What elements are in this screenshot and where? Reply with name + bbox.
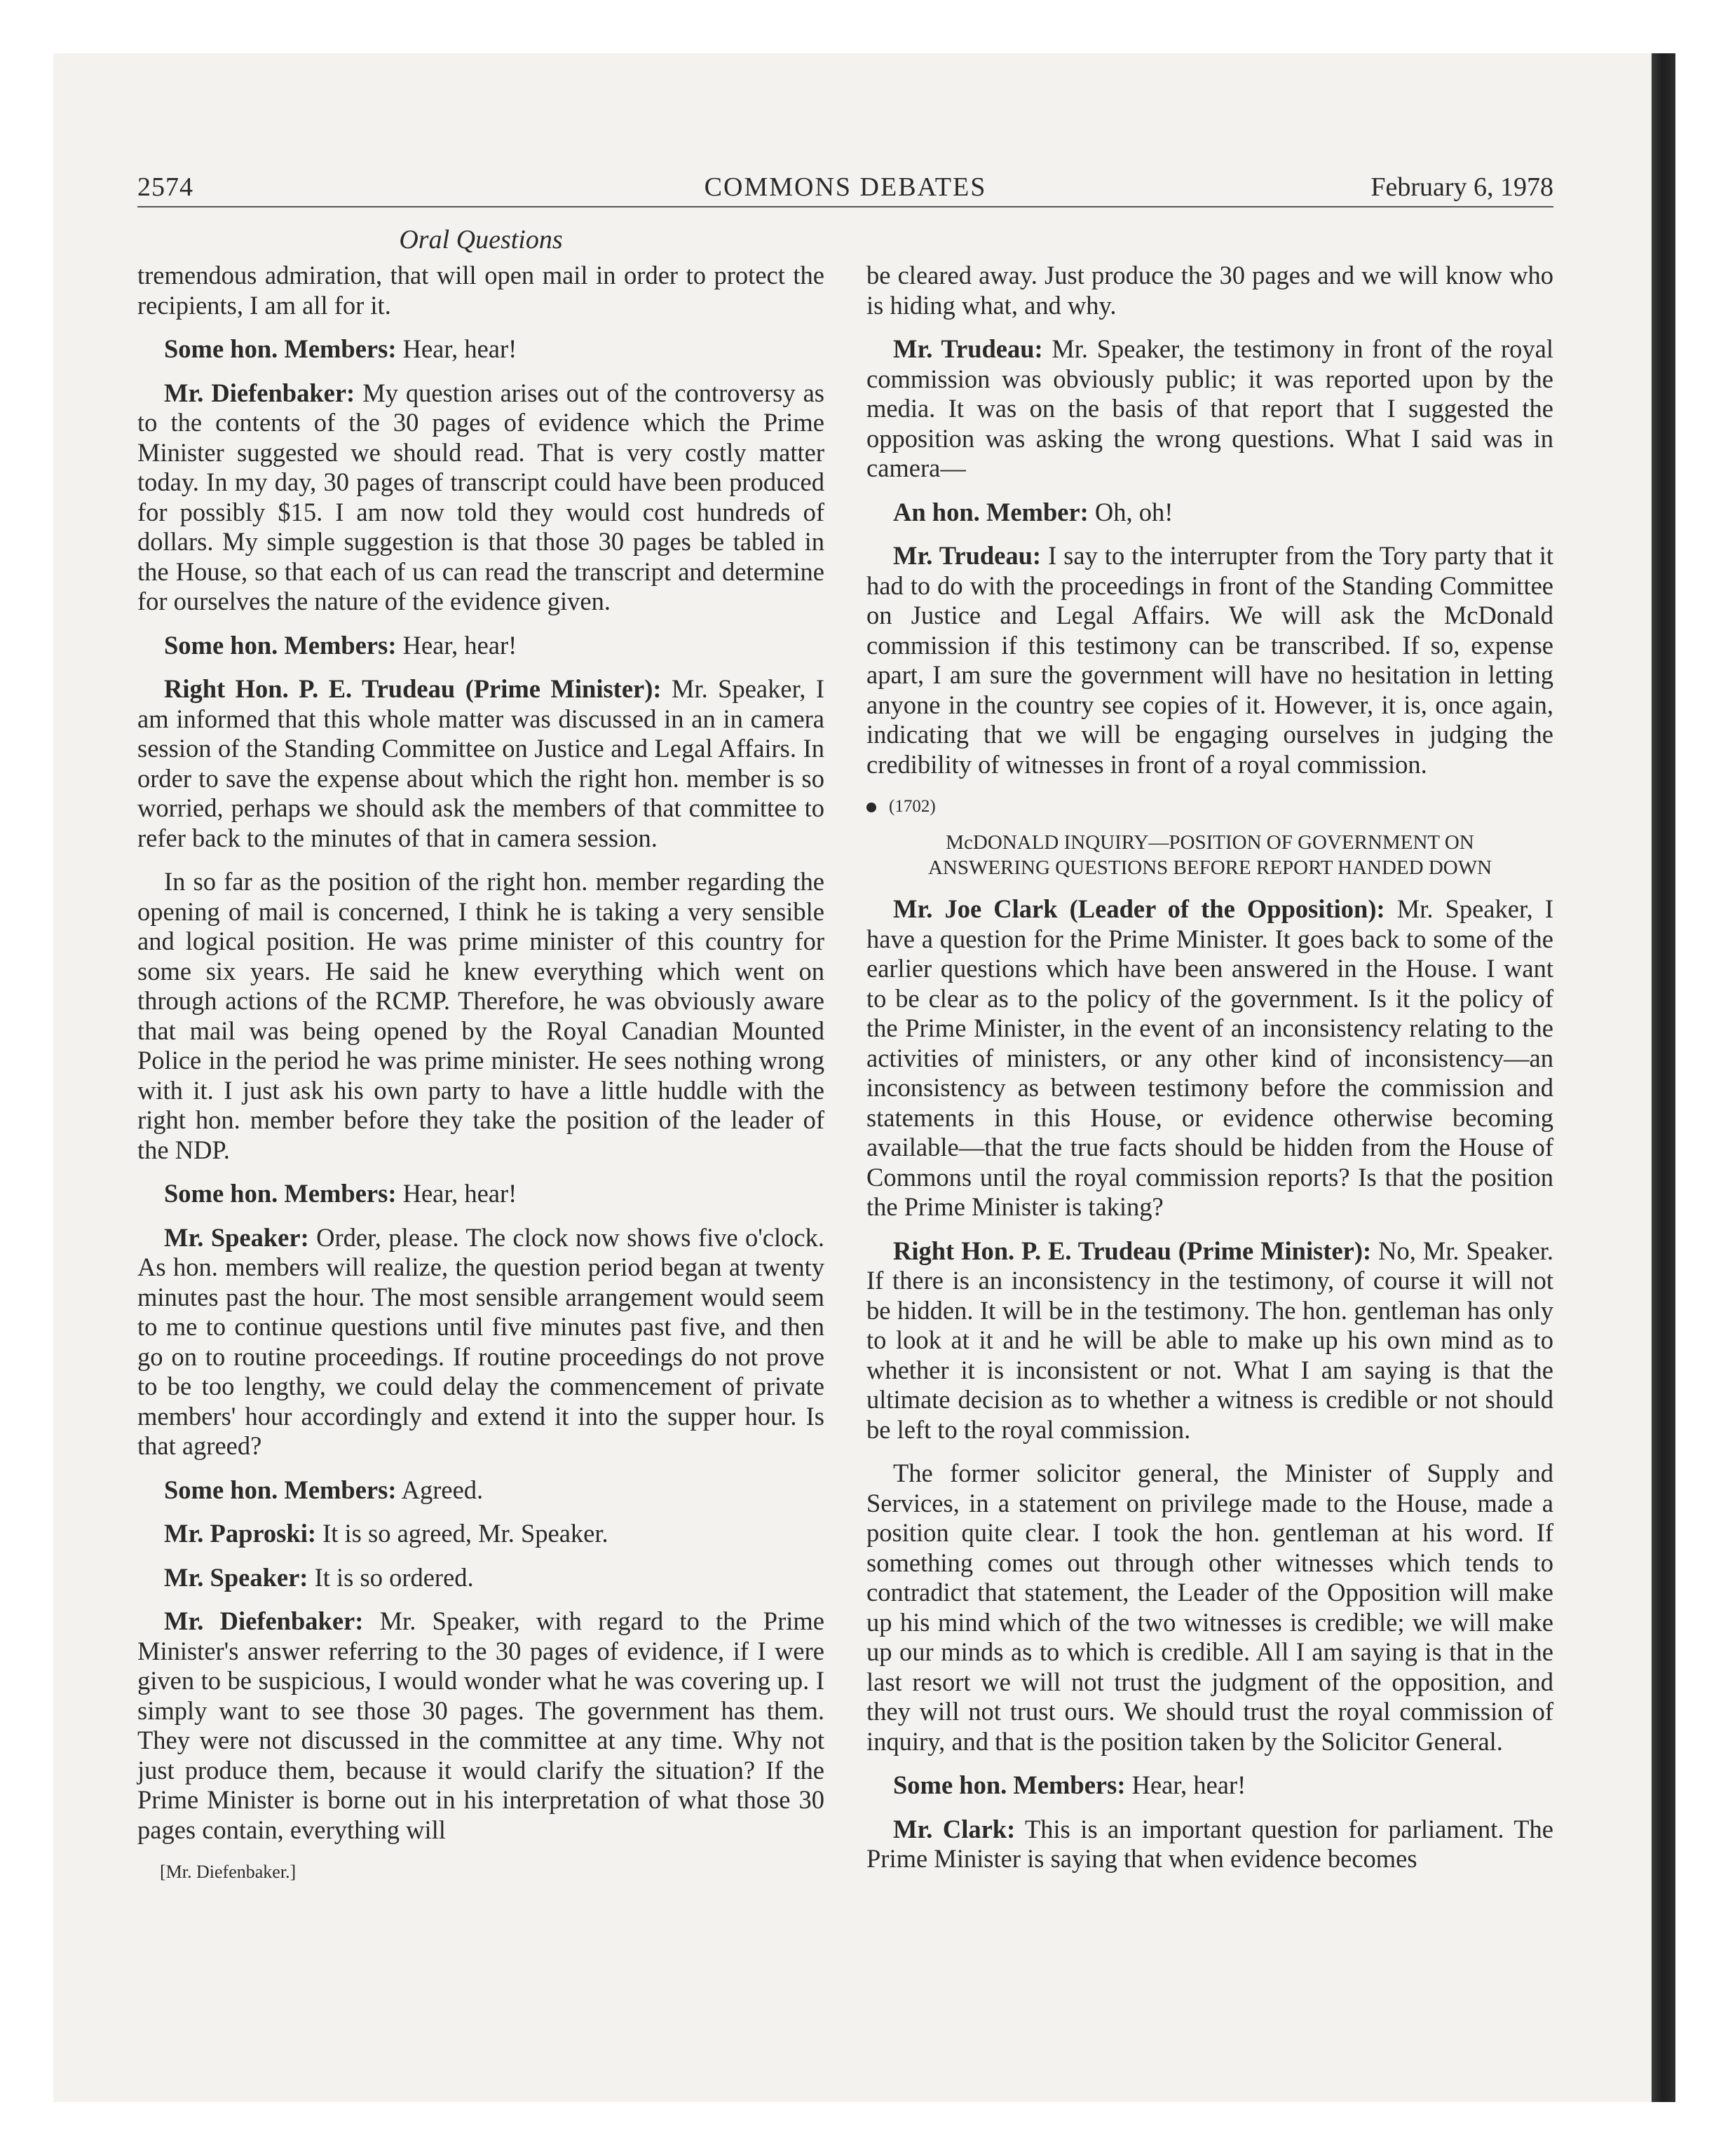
scan-border-top: [0, 0, 1735, 53]
speech-text: In so far as the position of the right hon. member regarding the opening of mail is concerned, I think he is taking a very sensible and logical position. He was prime minister of this country for some six years. He said he knew everything which went on through actions of the RCMP. Therefore, he was obviously aware that mail was being opened by the Royal Canadian Mounted Police in the period he was prime minister. He sees nothing wrong with it. I just ask his own party to have a little huddle with the right hon. member before they take the position of the leader of the NDP.: [137, 867, 824, 1164]
running-title: COMMONS DEBATES: [704, 172, 987, 202]
subheading-line-2: ANSWERING QUESTIONS BEFORE REPORT HANDED DOWN: [927, 857, 1492, 879]
section-title: Oral Questions: [399, 225, 563, 254]
speech-text: My question arises out of the controversy as to the contents of the 30 pages of evidence which the Prime Minister suggested we should read. That is very costly matter today. In my day, 30 pages of transcript could have been produced for possibly $15. I am now told they would cost hundreds of dollars. My simple suggestion is that those 30 pages be tabled in the House, so that each of us can read the transcript and determine for ourselves the nature of the evidence given.: [137, 378, 825, 615]
subheading-line-1: McDONALD INQUIRY—POSITION OF GOVERNMENT ON: [946, 831, 1474, 854]
speaker-name: Mr. Trudeau:: [893, 541, 1042, 570]
speaker-name: Mr. Speaker:: [164, 1222, 309, 1252]
speech-text: It is so agreed, Mr. Speaker.: [322, 1519, 608, 1548]
scan-edge-strip: [1652, 53, 1675, 2102]
subheading: [866, 830, 1553, 880]
speaker-name: Mr. Diefenbaker:: [164, 378, 355, 407]
speech-text: Hear, hear!: [1131, 1770, 1246, 1799]
speech-text: I say to the interrupter from the Tory party that it had to do with the proceedings in front of the Standing Committee on Justice and Legal Affairs. We will ask the McDonald commission if this testimony can be transcribed. If so, expense apart, I am sure the government will have no hesitation in letting anyone in the country see copies of it. However, it is, once again, indicating that we will be engaging ourselves in judging the credibility of witnesses in front of a royal commission.: [866, 541, 1554, 779]
speaker-name: Mr. Paproski:: [164, 1519, 316, 1548]
speaker-name: Right Hon. P. E. Trudeau (Prime Minister):: [164, 674, 662, 703]
scan-border-left: [0, 0, 53, 2156]
speaker-name: Mr. Clark:: [893, 1814, 1016, 1843]
bullet-icon: [866, 803, 876, 812]
speech-text: It is so ordered.: [314, 1562, 474, 1592]
speaker-name: Some hon. Members:: [164, 334, 397, 363]
paragraph: [137, 261, 824, 320]
scan-border-bottom: [0, 2102, 1735, 2156]
speaker-name: Mr. Joe Clark (Leader of the Opposition):: [893, 894, 1385, 923]
paragraph: [137, 1606, 824, 1845]
speaker-name: Some hon. Members:: [893, 1770, 1126, 1799]
speech-text: Mr. Speaker, I have a question for the Prime Minister. It goes back to some of the earlier questions which have been answered in the House. I want to be clear as to the policy of the government. Is it the policy of the Prime Minister, in the event of an inconsistency relating to the activities of ministers, or any other kind of inconsistency—an inconsistency as between testimony before the commission and statements in this House, or evidence otherwise becoming available—that the true facts should be hidden from the House of Commons until the royal commission reports? Is that the position the Prime Minister is taking?: [866, 894, 1554, 1221]
speaker-name: Right Hon. P. E. Trudeau (Prime Minister):: [893, 1236, 1372, 1265]
paragraph: [137, 1563, 824, 1593]
speech-text: Mr. Speaker, the testimony in front of the royal commission was obviously public; it was reported upon by the media. It was on the basis of that report that I suggested the opposition was asking the wrong questions. What I said was in camera—: [866, 334, 1553, 482]
speaker-name: Mr. Speaker:: [164, 1562, 308, 1592]
right-column: [866, 261, 1553, 2055]
speaker-name: An hon. Member:: [893, 497, 1089, 526]
page-header: [137, 168, 1553, 206]
timestamp: [866, 795, 1553, 819]
paragraph: [866, 1236, 1553, 1445]
speech-text: tremendous admiration, that will open mail in order to protect the recipients, I am all for it.: [137, 261, 824, 320]
left-column: [137, 261, 824, 2055]
speech-text: be cleared away. Just produce the 30 pages and we will know who is hiding what, and why.: [866, 261, 1553, 320]
paragraph: [137, 378, 824, 617]
speech-text: Mr. Speaker, with regard to the Prime Minister's answer referring to the 30 pages of evidence, if I were given to be suspicious, I would wonder what he was covering up. I simply want to see those 30 pages. The government has them. They were not discussed in the committee at any time. Why not just produce them, because it would clarify the situation? If the Prime Minister is borne out in his interpretation of what those 30 pages contain, everything will: [137, 1606, 824, 1844]
header-rule: [137, 206, 1553, 207]
speech-text: Hear, hear!: [402, 630, 517, 660]
paragraph: [137, 867, 824, 1165]
paragraph: [866, 498, 1553, 528]
speaker-name: Mr. Diefenbaker:: [164, 1606, 364, 1635]
paragraph: [137, 674, 824, 853]
timestamp-text: (1702): [889, 797, 936, 816]
paragraph: [866, 261, 1553, 320]
page-number: 2574: [137, 172, 193, 202]
paragraph: [137, 1475, 824, 1506]
speaker-name: Some hon. Members:: [164, 630, 397, 660]
speaker-name: Some hon. Members:: [164, 1179, 397, 1208]
paragraph: [866, 1815, 1553, 1874]
speech-text: Mr. Speaker, I am informed that this whole matter was discussed in an in camera session of the Standing Committee on Justice and Legal Affairs. In order to save the expense about which the right hon. member is so worried, perhaps we should ask the members of that committee to refer back to the minutes of that in camera session.: [137, 674, 824, 852]
speech-text: Oh, oh!: [1094, 497, 1173, 526]
column-footer: [Mr. Diefenbaker.]: [160, 1862, 297, 1882]
paragraph: [866, 541, 1553, 779]
paragraph: [137, 1223, 824, 1461]
paragraph: [137, 1519, 824, 1549]
speech-text: Order, please. The clock now shows five o'clock. As hon. members will realize, the question period began at twenty minutes past the hour. The most sensible arrangement would seem to me to continue questions until five minutes past five, and then go on to routine proceedings. If routine proceedings do not prove to be too lengthy, we could delay the commencement of private members' hour accordingly and extend it into the supper hour. Is that agreed?: [137, 1222, 824, 1460]
paragraph: [866, 1770, 1553, 1801]
paragraph: [137, 631, 824, 661]
speech-text: No, Mr. Speaker. If there is an inconsistency in the testimony, of course it will not be hidden. It will be in the testimony. The hon. gentleman has only to look at it and he will be able to make up his own mind as to whether it is inconsistent or not. What I am saying is that the ultimate decision as to whether a witness is credible or not should be left to the royal commission.: [866, 1236, 1554, 1444]
paragraph: [866, 1459, 1553, 1756]
paragraph: [137, 1179, 824, 1209]
speech-text: This is an important question for parliament. The Prime Minister is saying that when evidence becomes: [866, 1814, 1553, 1873]
speaker-name: Mr. Trudeau:: [893, 334, 1043, 363]
speaker-name: Some hon. Members:: [164, 1475, 397, 1504]
speech-text: The former solicitor general, the Minister of Supply and Services, in a statement on privilege made to the House, made a position quite clear. I took the hon. gentleman at his word. If something comes out through other witnesses which tends to contradict that statement, the Leader of the Opposition will make up his mind which of the two witnesses is credible; we will make up our minds as to which is credible. All I am saying is that in the last resort we will not trust the judgment of the opposition, and they will not trust ours. We should trust the royal commission of inquiry, and that is the position taken by the Solicitor General.: [866, 1459, 1553, 1756]
scan-border-right: [1675, 0, 1735, 2156]
speech-text: Agreed.: [401, 1475, 484, 1504]
paragraph: [137, 334, 824, 364]
paragraph: [866, 334, 1553, 484]
left-column-paragraphs: [137, 261, 824, 1845]
speech-text: Hear, hear!: [402, 1179, 517, 1208]
right-column-paragraphs-bottom: [866, 894, 1553, 1874]
right-column-paragraphs-top: [866, 261, 1553, 779]
paragraph: [866, 894, 1553, 1222]
speech-text: Hear, hear!: [402, 334, 517, 363]
page-date: February 6, 1978: [1370, 172, 1553, 202]
